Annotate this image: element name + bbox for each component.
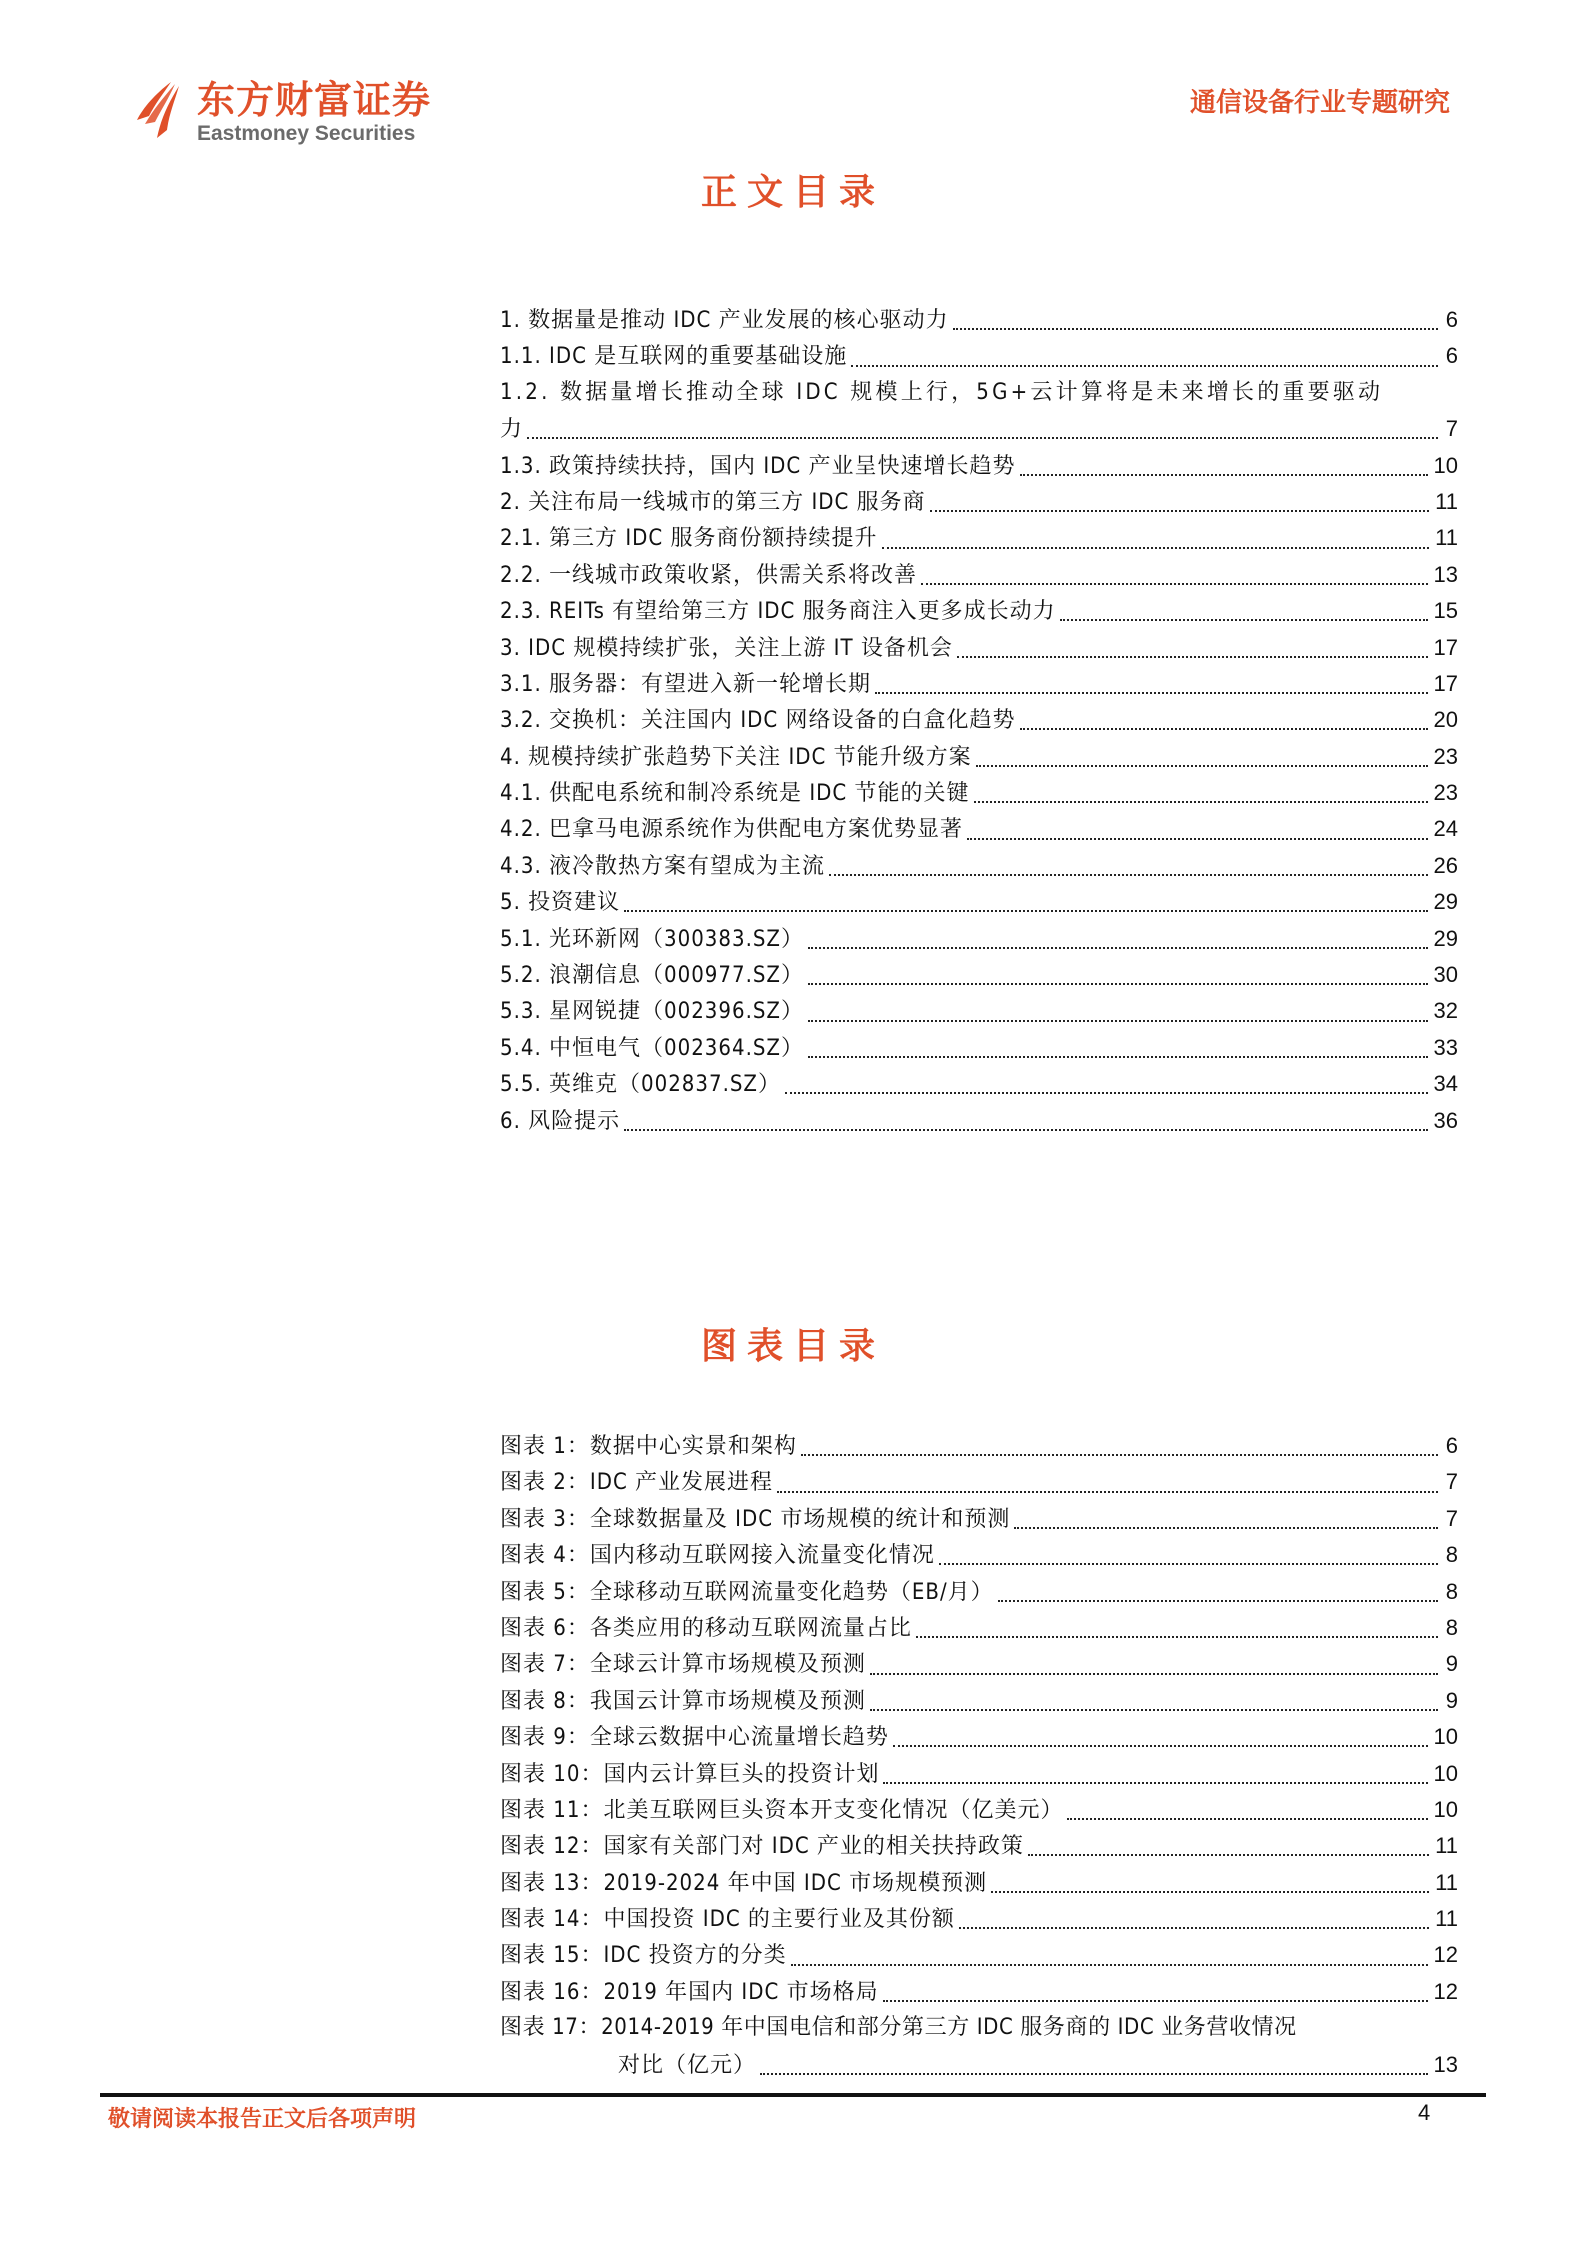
page-ref: 8 bbox=[1445, 1578, 1458, 1604]
toc-entry[interactable]: 5.4. 中恒电气（002364.SZ） 33 bbox=[500, 1030, 1458, 1066]
page-number: 4 bbox=[1418, 2100, 1431, 2125]
page-ref: 29 bbox=[1433, 889, 1458, 915]
figure-toc-title: 图表目录 bbox=[700, 1325, 885, 1367]
page-ref: 11 bbox=[1435, 1833, 1458, 1859]
dot-leader bbox=[1060, 619, 1428, 621]
page-ref: 6 bbox=[1445, 307, 1458, 332]
page-ref: 11 bbox=[1435, 1869, 1458, 1895]
toc-entry[interactable]: 4.3. 液冷散热方案有望成为主流 26 bbox=[500, 848, 1458, 884]
dot-leader bbox=[870, 1673, 1438, 1675]
dot-leader bbox=[808, 1056, 1428, 1058]
dot-leader bbox=[785, 1092, 1428, 1094]
figure-entry[interactable]: 图表 1：数据中心实景和架构 6 bbox=[500, 1428, 1458, 1464]
toc-entry[interactable]: 5.5. 英维克（002837.SZ） 34 bbox=[500, 1066, 1458, 1102]
page-ref: 13 bbox=[1433, 561, 1458, 587]
page-ref: 30 bbox=[1433, 962, 1458, 988]
dot-leader bbox=[882, 547, 1430, 549]
figure-entry[interactable]: 图表 8：我国云计算市场规模及预测 9 bbox=[500, 1683, 1458, 1719]
toc-entry[interactable]: 1.1. IDC 是互联网的重要基础设施 6 bbox=[500, 338, 1458, 374]
page-ref: 23 bbox=[1433, 743, 1458, 769]
dot-leader bbox=[875, 692, 1427, 694]
toc-entry[interactable]: 4. 规模持续扩张趋势下关注 IDC 节能升级方案 23 bbox=[500, 739, 1458, 775]
dot-leader bbox=[808, 947, 1428, 949]
toc-entry[interactable]: 2. 关注布局一线城市的第三方 IDC 服务商 11 bbox=[500, 484, 1458, 520]
dot-leader bbox=[1028, 1854, 1429, 1856]
dot-leader bbox=[939, 1563, 1438, 1565]
page-ref: 10 bbox=[1433, 1796, 1458, 1822]
page-ref: 8 bbox=[1445, 1542, 1458, 1568]
page-ref: 12 bbox=[1433, 1978, 1458, 2004]
page-ref: 11 bbox=[1435, 1906, 1458, 1932]
figure-entry[interactable]: 图表 7：全球云计算市场规模及预测 9 bbox=[500, 1646, 1458, 1682]
dot-leader bbox=[851, 365, 1438, 367]
figure-entry[interactable]: 图表 4：国内移动互联网接入流量变化情况 8 bbox=[500, 1537, 1458, 1573]
toc-entry[interactable]: 5.3. 星网锐捷（002396.SZ） 32 bbox=[500, 993, 1458, 1029]
page-ref: 15 bbox=[1433, 598, 1458, 624]
figure-entry[interactable]: 图表 14：中国投资 IDC 的主要行业及其份额 11 bbox=[500, 1901, 1458, 1937]
page-ref: 7 bbox=[1445, 1505, 1458, 1531]
toc-entry[interactable]: 6. 风险提示 36 bbox=[500, 1103, 1458, 1139]
page-ref: 11 bbox=[1435, 525, 1458, 551]
dot-leader bbox=[624, 1129, 1427, 1131]
toc-entry[interactable]: 4.2. 巴拿马电源系统作为供配电方案优势显著 24 bbox=[500, 811, 1458, 847]
toc-entry[interactable]: 4.1. 供配电系统和制冷系统是 IDC 节能的关键 23 bbox=[500, 775, 1458, 811]
dot-leader bbox=[998, 1600, 1438, 1602]
flame-logo-icon bbox=[135, 80, 193, 142]
dot-leader bbox=[916, 1636, 1438, 1638]
page-header bbox=[0, 0, 1586, 145]
dot-leader bbox=[777, 1491, 1438, 1493]
page-ref: 23 bbox=[1433, 780, 1458, 806]
page-ref: 10 bbox=[1433, 1760, 1458, 1786]
dot-leader bbox=[624, 910, 1427, 912]
page-ref: 9 bbox=[1445, 1651, 1458, 1677]
dot-leader bbox=[976, 765, 1428, 767]
toc-entry[interactable]: 3.1. 服务器：有望进入新一轮增长期 17 bbox=[500, 666, 1458, 702]
dot-leader bbox=[527, 437, 1438, 439]
page-ref: 24 bbox=[1433, 816, 1458, 842]
dot-leader bbox=[893, 1745, 1428, 1747]
dot-leader bbox=[1020, 728, 1428, 730]
footer-divider bbox=[100, 2093, 1486, 2097]
dot-leader bbox=[974, 801, 1428, 803]
figure-entry[interactable]: 图表 12：国家有关部门对 IDC 产业的相关扶持政策 11 bbox=[500, 1828, 1458, 1864]
dot-leader bbox=[791, 1964, 1428, 1966]
report-type-label: 通信设备行业专题研究 bbox=[1189, 88, 1450, 118]
figure-entry[interactable]: 图表 9：全球云数据中心流量增长趋势 10 bbox=[500, 1719, 1458, 1755]
dot-leader bbox=[760, 2073, 1428, 2075]
figure-entry[interactable]: 图表 5：全球移动互联网流量变化趋势（EB/月） 8 bbox=[500, 1574, 1458, 1610]
page-ref: 11 bbox=[1435, 488, 1458, 514]
footer-disclaimer: 敬请阅读本报告正文后各项声明 bbox=[108, 2107, 417, 2132]
page-ref: 6 bbox=[1445, 1433, 1458, 1458]
page-ref: 13 bbox=[1433, 2051, 1458, 2077]
dot-leader bbox=[1067, 1818, 1427, 1820]
toc-entry[interactable]: 2.3. REITs 有望给第三方 IDC 服务商注入更多成长动力 15 bbox=[500, 593, 1458, 629]
main-toc bbox=[500, 302, 1458, 1139]
page-ref: 9 bbox=[1445, 1687, 1458, 1713]
page-ref: 17 bbox=[1433, 670, 1458, 696]
dot-leader bbox=[870, 1709, 1438, 1711]
dot-leader bbox=[808, 983, 1428, 985]
page-ref: 7 bbox=[1445, 1469, 1458, 1495]
figure-entry[interactable]: 图表 15：IDC 投资方的分类 12 bbox=[500, 1937, 1458, 1973]
dot-leader bbox=[930, 510, 1430, 512]
toc-entry[interactable]: 2.1. 第三方 IDC 服务商份额持续提升 11 bbox=[500, 520, 1458, 556]
figure-entry[interactable]: 图表 11：北美互联网巨头资本开支变化情况（亿美元） 10 bbox=[500, 1792, 1458, 1828]
figure-entry[interactable]: 图表 6：各类应用的移动互联网流量占比 8 bbox=[500, 1610, 1458, 1646]
page-ref: 17 bbox=[1433, 634, 1458, 660]
page-ref: 7 bbox=[1445, 416, 1458, 442]
toc-entry[interactable]: 5.1. 光环新网（300383.SZ） 29 bbox=[500, 921, 1458, 957]
dot-leader bbox=[1020, 474, 1428, 476]
figure-entry[interactable]: 图表 16：2019 年国内 IDC 市场格局 12 bbox=[500, 1974, 1458, 2010]
main-toc-title: 正文目录 bbox=[700, 171, 885, 213]
figure-entry-continuation[interactable]: 对比（亿元） 13 bbox=[500, 2047, 1458, 2083]
dot-leader bbox=[953, 328, 1438, 330]
page-ref: 20 bbox=[1433, 707, 1458, 733]
toc-entry-continuation[interactable]: 力 7 bbox=[500, 411, 1458, 447]
dot-leader bbox=[808, 1020, 1428, 1022]
figure-entry[interactable]: 图表 3：全球数据量及 IDC 市场规模的统计和预测 7 bbox=[500, 1501, 1458, 1537]
dot-leader bbox=[801, 1454, 1438, 1456]
figure-entry[interactable]: 图表 10：国内云计算巨头的投资计划 10 bbox=[500, 1756, 1458, 1792]
page-ref: 33 bbox=[1433, 1034, 1458, 1060]
toc-entry[interactable]: 3.2. 交换机：关注国内 IDC 网络设备的白盒化趋势 20 bbox=[500, 702, 1458, 738]
toc-entry[interactable]: 1.2. 数据量增长推动全球 IDC 规模上行，5G+云计算将是未来增长的重要驱动 bbox=[500, 379, 1384, 405]
toc-entry[interactable]: 5. 投资建议 29 bbox=[500, 884, 1458, 920]
page-ref: 34 bbox=[1433, 1071, 1458, 1097]
dot-leader bbox=[1014, 1527, 1438, 1529]
dot-leader bbox=[883, 2000, 1428, 2002]
figure-entry[interactable]: 图表 2：IDC 产业发展进程 7 bbox=[500, 1464, 1458, 1500]
page-ref: 26 bbox=[1433, 852, 1458, 878]
logo-chinese-name: 东方财富证券 bbox=[197, 78, 432, 122]
toc-entry[interactable]: 5.2. 浪潮信息（000977.SZ） 30 bbox=[500, 957, 1458, 993]
figure-toc bbox=[500, 1428, 1458, 2083]
eastmoney-logo bbox=[135, 78, 475, 148]
dot-leader bbox=[921, 583, 1427, 585]
page-ref: 29 bbox=[1433, 925, 1458, 951]
page-ref: 10 bbox=[1433, 452, 1458, 478]
logo-english-name: Eastmoney Securities bbox=[197, 122, 416, 145]
toc-entry[interactable]: 1. 数据量是推动 IDC 产业发展的核心驱动力 6 bbox=[500, 302, 1458, 338]
dot-leader bbox=[967, 838, 1427, 840]
page-ref: 12 bbox=[1433, 1942, 1458, 1968]
page-ref: 32 bbox=[1433, 998, 1458, 1024]
dot-leader bbox=[991, 1891, 1429, 1893]
toc-entry[interactable]: 1.3. 政策持续扶持，国内 IDC 产业呈快速增长趋势 10 bbox=[500, 448, 1458, 484]
toc-entry[interactable]: 3. IDC 规模持续扩张，关注上游 IT 设备机会 17 bbox=[500, 630, 1458, 666]
page-ref: 36 bbox=[1433, 1107, 1458, 1133]
toc-entry[interactable]: 2.2. 一线城市政策收紧，供需关系将改善 13 bbox=[500, 557, 1458, 593]
figure-entry[interactable]: 图表 17：2014-2019 年中国电信和部分第三方 IDC 服务商的 IDC 业务营收情况 bbox=[500, 2015, 1297, 2041]
page-ref: 10 bbox=[1433, 1724, 1458, 1750]
page-ref: 8 bbox=[1445, 1614, 1458, 1640]
dot-leader bbox=[959, 1927, 1429, 1929]
page-ref: 6 bbox=[1445, 343, 1458, 369]
dot-leader bbox=[829, 874, 1427, 876]
dot-leader bbox=[957, 656, 1428, 658]
dot-leader bbox=[883, 1782, 1427, 1784]
figure-entry[interactable]: 图表 13：2019-2024 年中国 IDC 市场规模预测 11 bbox=[500, 1865, 1458, 1901]
